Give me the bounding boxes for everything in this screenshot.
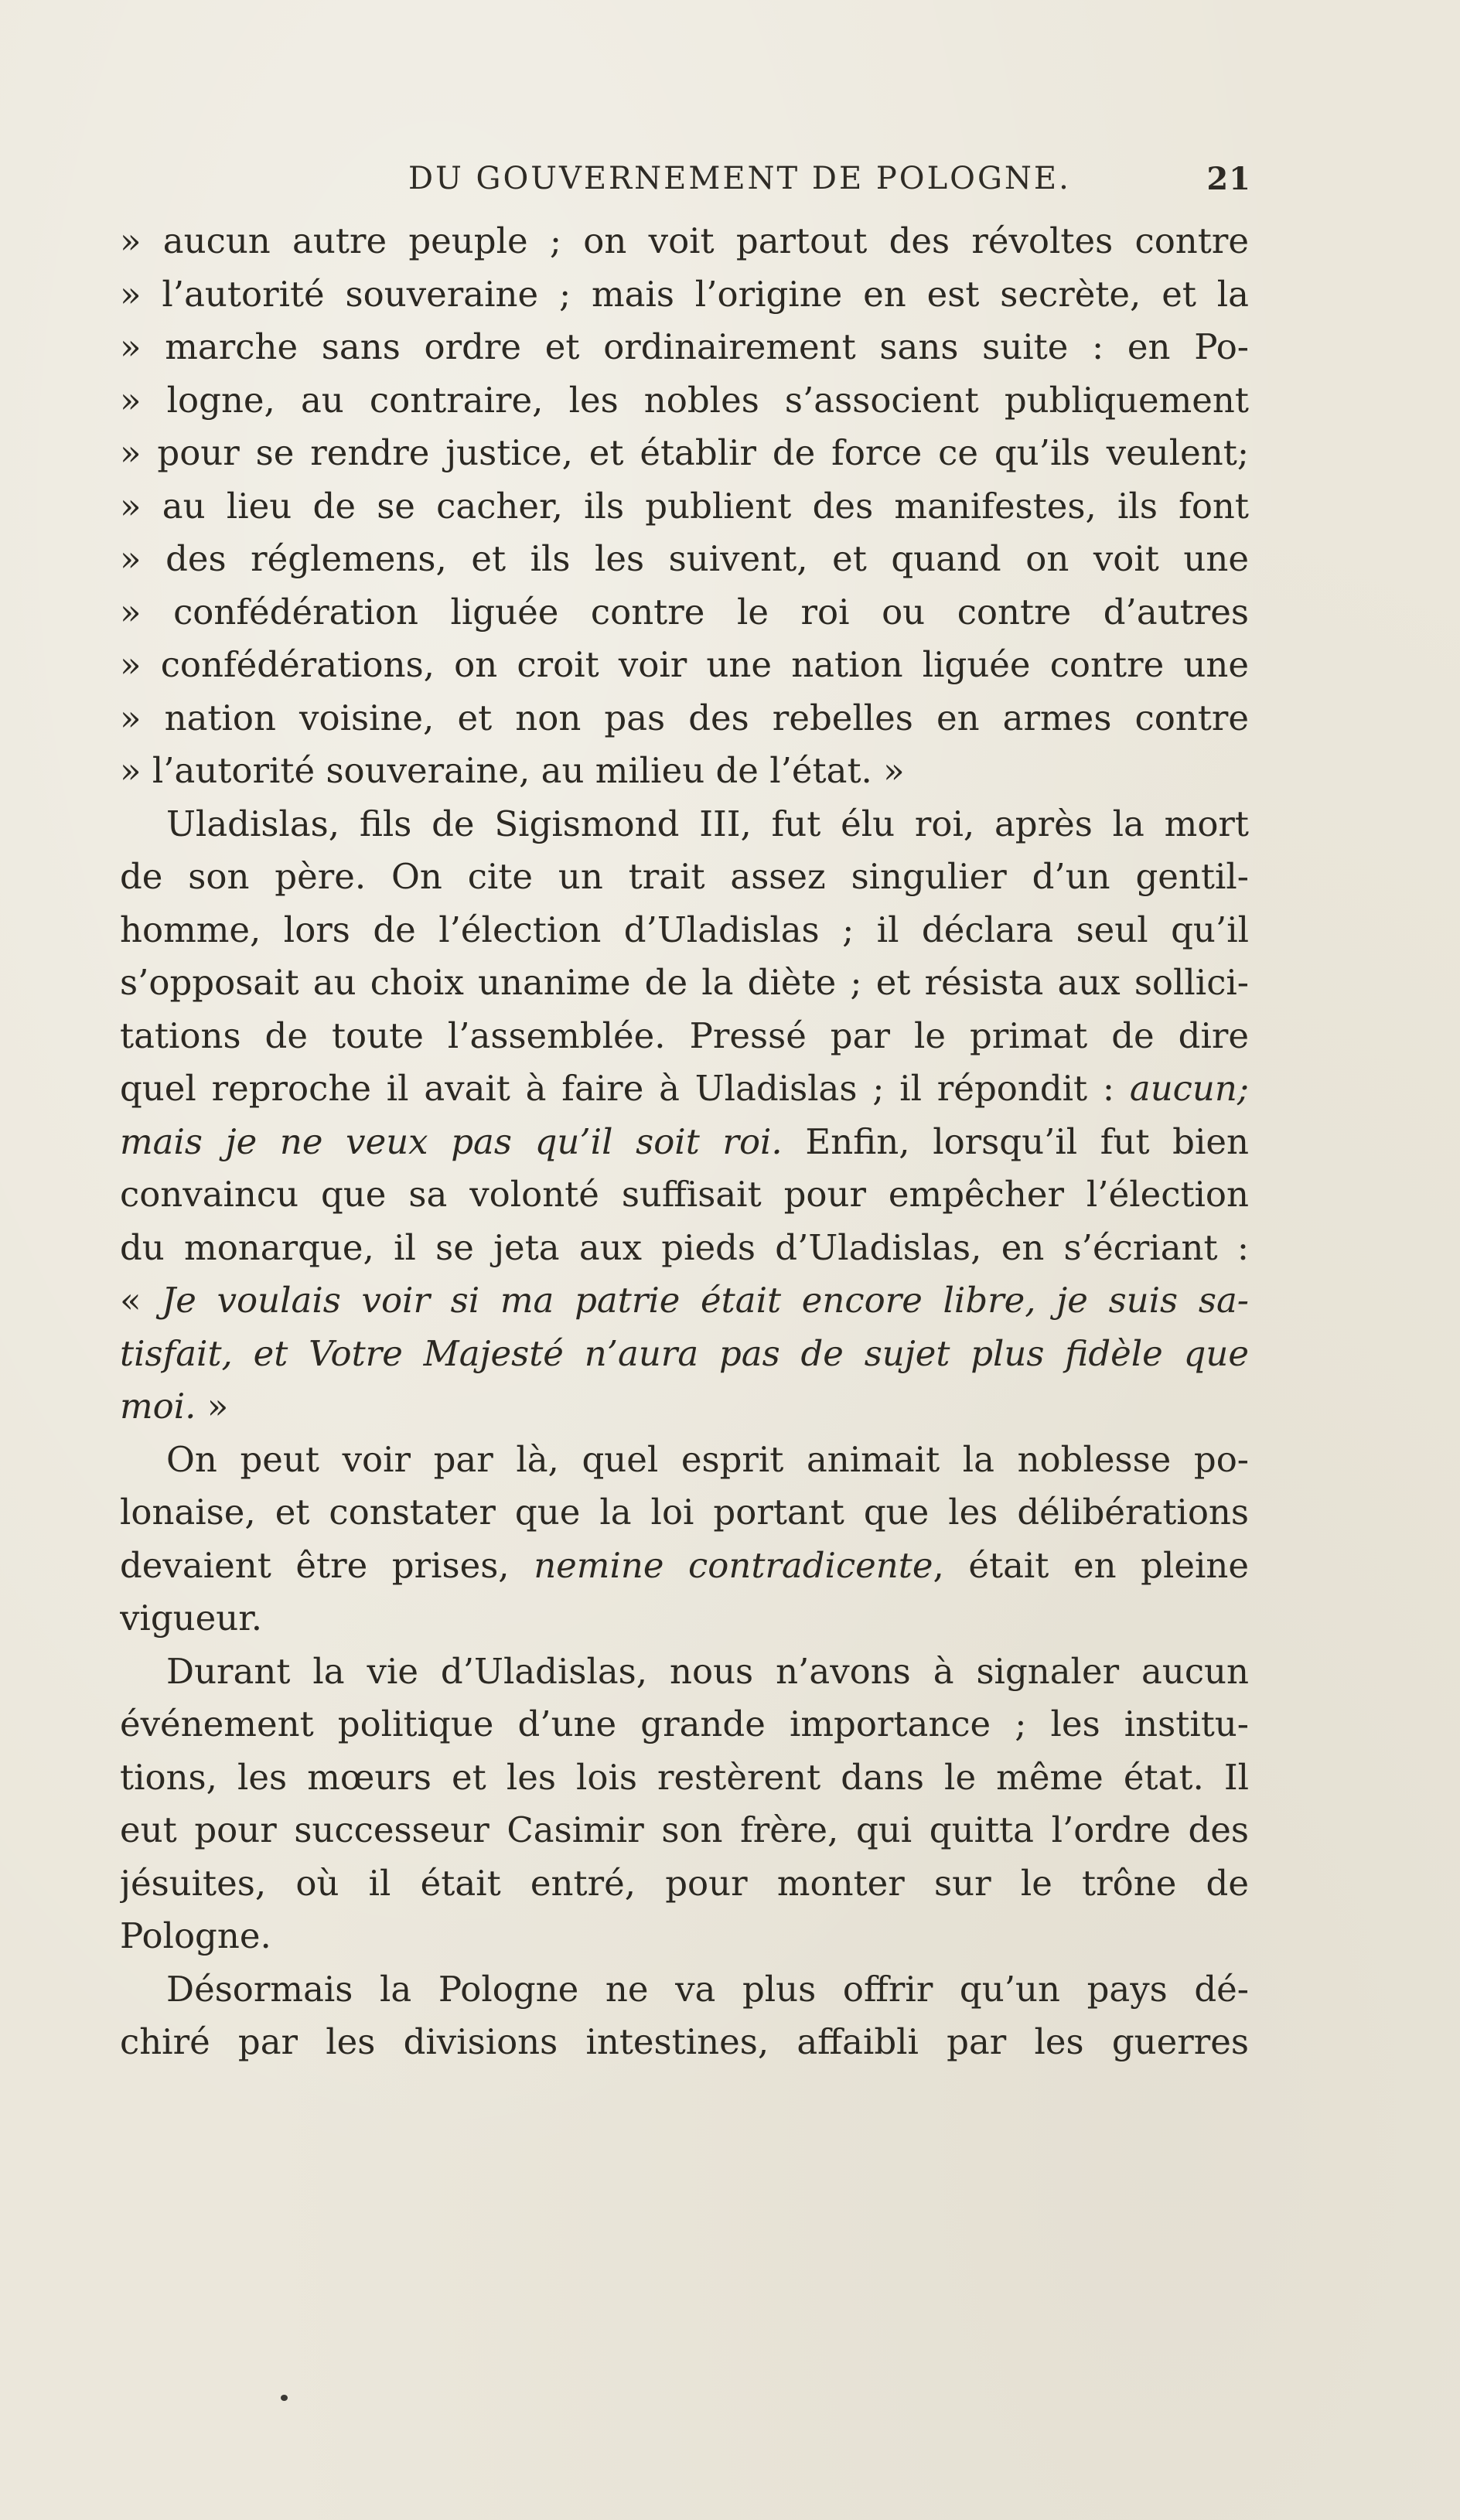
line-text: » nation voisine, et non pas des rebelles en armes contre (120, 697, 1249, 738)
line-text: » confédérations, on croit voir une nation liguée contre une (120, 644, 1249, 685)
text-line (120, 1116, 1249, 1169)
italic-text: mais je ne veux pas qu’il soit roi. (120, 1120, 783, 1162)
text-line (120, 586, 1249, 639)
italic-text: Je voulais voir si ma patrie était encore libre, je suis sa- (162, 1280, 1249, 1321)
text-line (120, 1062, 1249, 1116)
ink-speck (281, 2395, 288, 2401)
text-line (120, 904, 1249, 957)
text-line (120, 1963, 1249, 2017)
text-line (120, 1645, 1249, 1699)
line-text: de son père. On cite un trait assez singulier d’un gentil- (120, 856, 1249, 897)
text-line (120, 1804, 1249, 1857)
italic-text: tisfait, et Votre Majesté n’aura pas de sujet plus fidèle que (120, 1332, 1249, 1374)
line-text: événement politique d’une grande importance ; les institu- (120, 1703, 1249, 1744)
text-line (120, 321, 1249, 374)
line-text: chiré par les divisions intestines, affaibli par les guerres (120, 2021, 1249, 2062)
italic-text: aucun; (1129, 1068, 1249, 1109)
text-line (120, 1857, 1249, 1911)
line-text: « (120, 1280, 162, 1321)
text-line (120, 1751, 1249, 1805)
line-text: » confédération liguée contre le roi ou contre d’autres (120, 591, 1249, 633)
text-line (120, 1486, 1249, 1540)
line-text: vigueur. (120, 1598, 263, 1639)
line-text: Pologne. (120, 1915, 271, 1956)
line-text: Désormais la Pologne ne va plus offrir qu’un pays dé- (166, 1968, 1249, 2010)
text-line (120, 1698, 1249, 1751)
text-line (120, 480, 1249, 534)
line-text: » aucun autre peuple ; on voit partout des révoltes contre (120, 220, 1249, 261)
text-line (120, 798, 1249, 851)
text-line (120, 1910, 1249, 1963)
text-line (120, 1222, 1249, 1275)
text-line (120, 1434, 1249, 1487)
line-text: Durant la vie d’Uladislas, nous n’avons à signaler aucun (166, 1650, 1249, 1692)
line-text: devaient être prises, (120, 1544, 534, 1586)
text-line (120, 1540, 1249, 1593)
text-line (120, 1168, 1249, 1222)
running-title: DU GOUVERNEMENT DE POLOGNE. (408, 161, 1071, 196)
text-line (120, 268, 1249, 322)
line-text: Uladislas, fils de Sigismond III, fut élu roi, après la mort (166, 803, 1249, 844)
text-line (120, 374, 1249, 428)
line-text: » des réglemens, et ils les suivent, et quand on voit une (120, 538, 1249, 579)
body-text (120, 215, 1249, 2069)
line-text: » l’autorité souveraine, au milieu de l’état. » (120, 750, 905, 791)
text-line (120, 1592, 1249, 1645)
line-text: Enfin, lorsqu’il fut bien (782, 1120, 1249, 1162)
text-line (120, 1010, 1249, 1063)
line-text: » l’autorité souveraine ; mais l’origine en est secrète, et la (120, 273, 1249, 315)
text-line (120, 427, 1249, 480)
running-header (408, 161, 1251, 207)
text-line (120, 745, 1249, 798)
text-line (120, 2016, 1249, 2069)
line-text: s’opposait au choix unanime de la diète ; et résista aux sollici- (120, 962, 1249, 1003)
text-line (120, 1380, 1249, 1434)
line-text: tions, les mœurs et les lois restèrent dans le même état. Il (120, 1756, 1249, 1798)
line-text: , était en pleine (933, 1544, 1249, 1586)
line-text: tations de toute l’assemblée. Pressé par le primat de dire (120, 1014, 1249, 1056)
italic-text: moi. (120, 1386, 196, 1427)
line-text: homme, lors de l’élection d’Uladislas ; il déclara seul qu’il (120, 909, 1249, 950)
text-line (120, 851, 1249, 904)
text-line (120, 215, 1249, 268)
text-line (120, 533, 1249, 586)
text-line (120, 957, 1249, 1010)
text-line (120, 1328, 1249, 1381)
line-text: du monarque, il se jeta aux pieds d’Uladislas, en s’écriant : (120, 1226, 1249, 1268)
line-text: convaincu que sa volonté suffisait pour empêcher l’élection (120, 1174, 1249, 1215)
text-line (120, 692, 1249, 745)
line-text: quel reproche il avait à faire à Uladislas ; il répondit : (120, 1068, 1130, 1109)
page-number: 21 (1206, 161, 1251, 197)
line-text: » au lieu de se cacher, ils publient des manifestes, ils font (120, 485, 1249, 527)
line-text: » marche sans ordre et ordinairement sans suite : en Po- (120, 326, 1249, 367)
line-text: » pour se rendre justice, et établir de force ce qu’ils veulent; (120, 432, 1249, 473)
line-text: » (196, 1386, 229, 1427)
line-text: » logne, au contraire, les nobles s’associent publiquement (120, 379, 1249, 421)
italic-text: nemine contradicente (534, 1544, 933, 1586)
line-text: On peut voir par là, quel esprit animait la noblesse po- (166, 1438, 1249, 1480)
line-text: eut pour successeur Casimir son frère, qui quitta l’ordre des (120, 1809, 1249, 1850)
text-line (120, 1274, 1249, 1328)
line-text: jésuites, où il était entré, pour monter sur le trône de (120, 1862, 1249, 1904)
line-text: lonaise, et constater que la loi portant que les délibérations (120, 1492, 1249, 1533)
text-line (120, 639, 1249, 692)
